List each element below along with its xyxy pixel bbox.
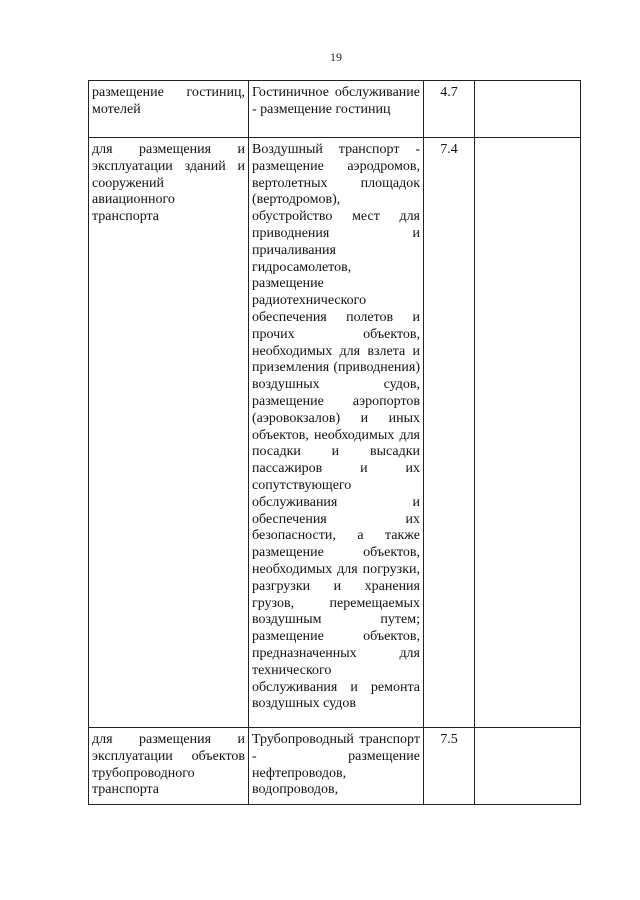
use-code-cell: 7.4: [424, 138, 475, 728]
page-number: 19: [330, 50, 342, 64]
use-code-cell: 4.7: [424, 81, 475, 138]
use-description-cell: Трубопроводный транспорт - размещение нефтепроводов, водопроводов,: [249, 728, 424, 805]
use-name-cell: размещение гостиниц, мотелей: [89, 81, 249, 138]
use-name-cell: для размещения и эксплуатации объектов трубопроводного транспорта: [89, 728, 249, 805]
table-row: [89, 81, 581, 138]
note-cell: [475, 81, 581, 138]
note-cell: [475, 728, 581, 805]
use-description-cell: Гостиничное обслуживание - размещение гостиниц: [249, 81, 424, 138]
land-use-table: [88, 80, 581, 805]
note-cell: [475, 138, 581, 728]
table-row: [89, 138, 581, 728]
use-description-cell: Воздушный транспорт - размещение аэродромов, вертолетных площадок (вертодромов), обустройство мест для приводнения и причаливания гидросамолетов, размещение радиотехнического обеспечения полетов и прочих объектов, необходимых для взлета и приземления (приводнения) воздушных судов, размещение аэропортов (аэровокзалов) и иных объектов, необходимых для посадки и высадки пассажиров и их сопутствующего обслуживания и обеспечения их безопасности, а также размещение объектов, необходимых для погрузки, разгрузки и хранения грузов, перемещаемых воздушным путем; размещение объектов, предназначенных для технического обслуживания и ремонта воздушных судов: [249, 138, 424, 728]
use-name-cell: для размещения и эксплуатации зданий и сооружений авиационного транспорта: [89, 138, 249, 728]
table-row: [89, 728, 581, 805]
use-code-cell: 7.5: [424, 728, 475, 805]
